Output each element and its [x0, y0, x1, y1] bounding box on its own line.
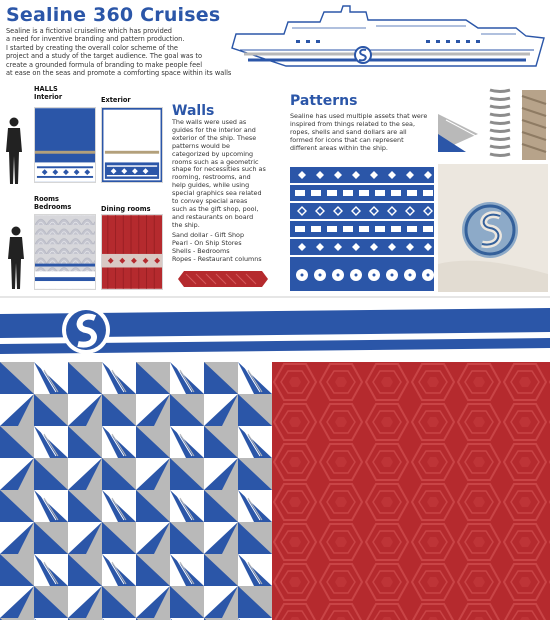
cruise-ship-illustration: [226, 4, 548, 72]
rope-illustration: [484, 86, 548, 162]
sealine-logo-icon: [62, 306, 110, 354]
exterior-swatch: [101, 107, 163, 183]
person-silhouette-icon: [6, 225, 26, 291]
sealine-logo-icon: [355, 47, 371, 63]
list-item: Shells - Bedrooms: [172, 246, 230, 255]
dining-rooms-swatch: [101, 214, 163, 290]
label-rooms: Rooms Bedrooms: [34, 195, 72, 211]
brand-banner: [0, 298, 550, 362]
walls-heading: Walls: [172, 103, 215, 119]
sealine-logo-icon: [462, 202, 518, 258]
list-item: Ropes - Restaurant columns: [172, 254, 262, 263]
list-item: Pearl - On Ship Stores: [172, 238, 242, 247]
list-item: Sand dollar - Gift Shop: [172, 231, 245, 239]
geometric-pattern-swatch: [290, 167, 434, 291]
label-dining: Dining rooms: [101, 205, 151, 213]
person-silhouette-icon: [4, 116, 24, 186]
geometric-sail-pattern: [0, 362, 272, 620]
walls-mapping-list: [172, 232, 282, 264]
label-halls: HALLS Interior: [34, 85, 63, 101]
hexagon-pattern: [272, 362, 550, 620]
bedrooms-swatch: [34, 214, 96, 290]
halls-interior-swatch: [34, 107, 96, 183]
label-exterior: Exterior: [101, 96, 131, 104]
sail-pattern-icon: [436, 112, 480, 154]
patterns-heading: Patterns: [290, 93, 358, 109]
patterns-body: Sealine has used multiple assets that were inspired from things related to the sea, ropes, shells and sand dollars are all formed for icons that can represent different areas within the ship.: [290, 112, 428, 152]
walls-body: The walls were used as guides for the interior and exterior of the ship. These patterns would be categorized by upcoming rooms such as a geometric shape for necessities such as rooming, restrooms, and help guides, while using special graphics sea related to convey special areas such as the gift shop, pool, and restaurants on board the ship.: [172, 118, 266, 229]
rope-pattern-sample: [176, 270, 270, 288]
intro-text: Sealine is a fictional cruiseline which has provided a need for inventive branding and pattern production. I started by creating the overall color scheme of the project and a study of the target audience. The goal was to create a grounded formula of branding to make people feel at ease on the seas and promote a comforting space within its walls: [6, 27, 232, 78]
page-title: Sealine 360 Cruises: [6, 4, 221, 26]
logo-sketch-photo: [438, 164, 548, 292]
